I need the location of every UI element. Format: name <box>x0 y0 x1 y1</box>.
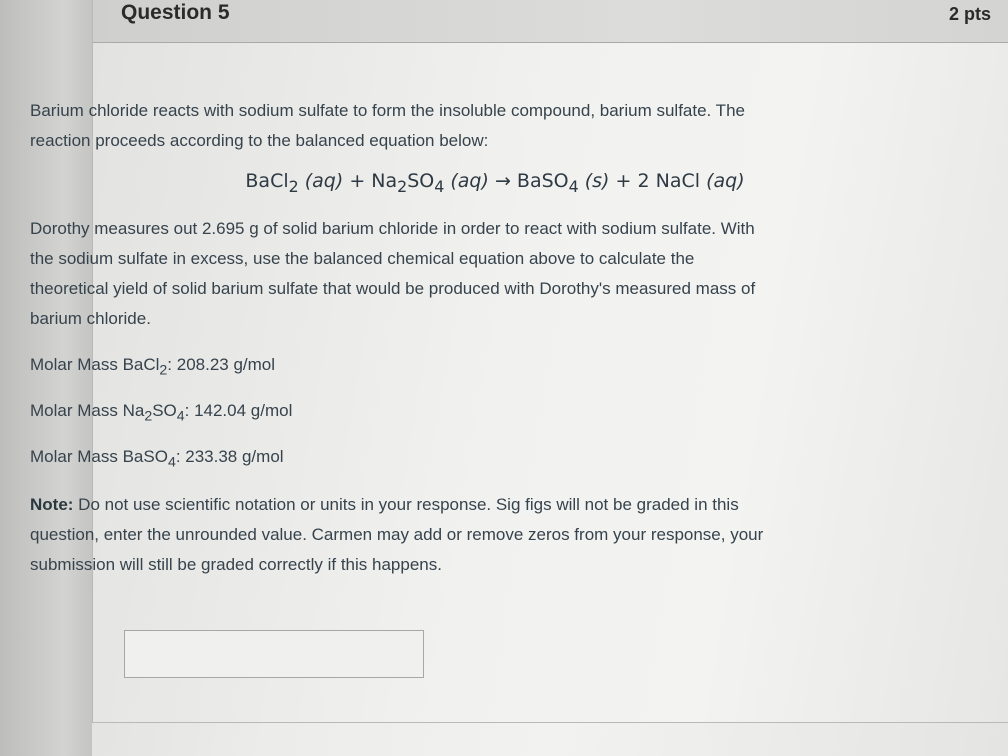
problem-line-4: barium chloride. <box>30 308 151 328</box>
molar-mass-value: : 208.23 g/mol <box>167 354 276 374</box>
eq-reactant-1: BaCl <box>245 170 289 192</box>
intro-line-1: Barium chloride reacts with sodium sulfate to form the insoluble compound, barium sulfate. The <box>30 101 745 120</box>
balanced-equation <box>30 166 900 202</box>
note-line-2: question, enter the unrounded value. Carmen may add or remove zeros from your response, your <box>30 524 764 544</box>
eq-product-2: 2 NaCl <box>637 170 701 192</box>
molar-mass-baso4 <box>30 442 900 488</box>
eq-reactant-2-a: Na <box>371 170 398 192</box>
question-points: 2 pts <box>948 4 991 24</box>
molar-mass-bacl2 <box>30 350 900 396</box>
molar-mass-list <box>30 350 900 488</box>
molar-mass-label: Molar Mass Na <box>30 400 145 420</box>
eq-arrow: → <box>494 170 511 192</box>
molar-mass-label-mid: SO <box>152 400 177 420</box>
answer-input[interactable] <box>124 630 424 678</box>
molar-mass-label: Molar Mass BaSO <box>30 446 168 466</box>
eq-reactant-1-state: (aq) <box>304 170 344 192</box>
question-body <box>30 96 900 580</box>
intro-text <box>30 96 900 156</box>
note-text <box>30 490 900 580</box>
note-line-1: Do not use scientific notation or units in your response. Sig figs will not be graded in this <box>73 494 739 514</box>
eq-plus-1: + <box>349 170 366 192</box>
problem-text <box>30 214 900 334</box>
question-title: Question 5 <box>121 1 230 24</box>
molar-mass-label: Molar Mass BaCl <box>30 354 160 374</box>
eq-reactant-1-sub: 2 <box>288 176 299 196</box>
eq-reactant-2-sub-1: 2 <box>397 176 408 196</box>
molar-mass-sub: 4 <box>167 454 176 471</box>
problem-line-1: Dorothy measures out 2.695 g of solid barium chloride in order to react with sodium sulfate. With <box>30 218 755 238</box>
eq-product-1-state: (s) <box>584 170 610 192</box>
eq-plus-2: + <box>615 170 632 192</box>
eq-product-1: BaSO <box>516 170 569 192</box>
note-label: Note: <box>30 494 74 514</box>
problem-line-2: the sodium sulfate in excess, use the balanced chemical equation above to calculate the <box>30 248 695 268</box>
molar-mass-value: : 233.38 g/mol <box>175 446 284 466</box>
eq-product-2-state: (aq) <box>706 170 745 192</box>
eq-product-1-sub: 4 <box>568 176 579 196</box>
eq-reactant-2-state: (aq) <box>450 170 489 192</box>
eq-reactant-2-sub-2: 4 <box>434 176 445 196</box>
molar-mass-sub-2: 4 <box>176 408 185 425</box>
molar-mass-sub: 2 <box>159 362 168 379</box>
molar-mass-value: : 142.04 g/mol <box>184 400 293 420</box>
question-header <box>93 0 1008 43</box>
note-line-3: submission will still be graded correctly if this happens. <box>30 554 442 574</box>
intro-line-2: reaction proceeds according to the balanced equation below: <box>30 131 489 150</box>
eq-reactant-2-b: SO <box>407 170 435 192</box>
molar-mass-sub: 2 <box>144 408 153 425</box>
molar-mass-na2so4 <box>30 396 900 442</box>
problem-line-3: theoretical yield of solid barium sulfate that would be produced with Dorothy's measured mass of <box>30 278 756 298</box>
